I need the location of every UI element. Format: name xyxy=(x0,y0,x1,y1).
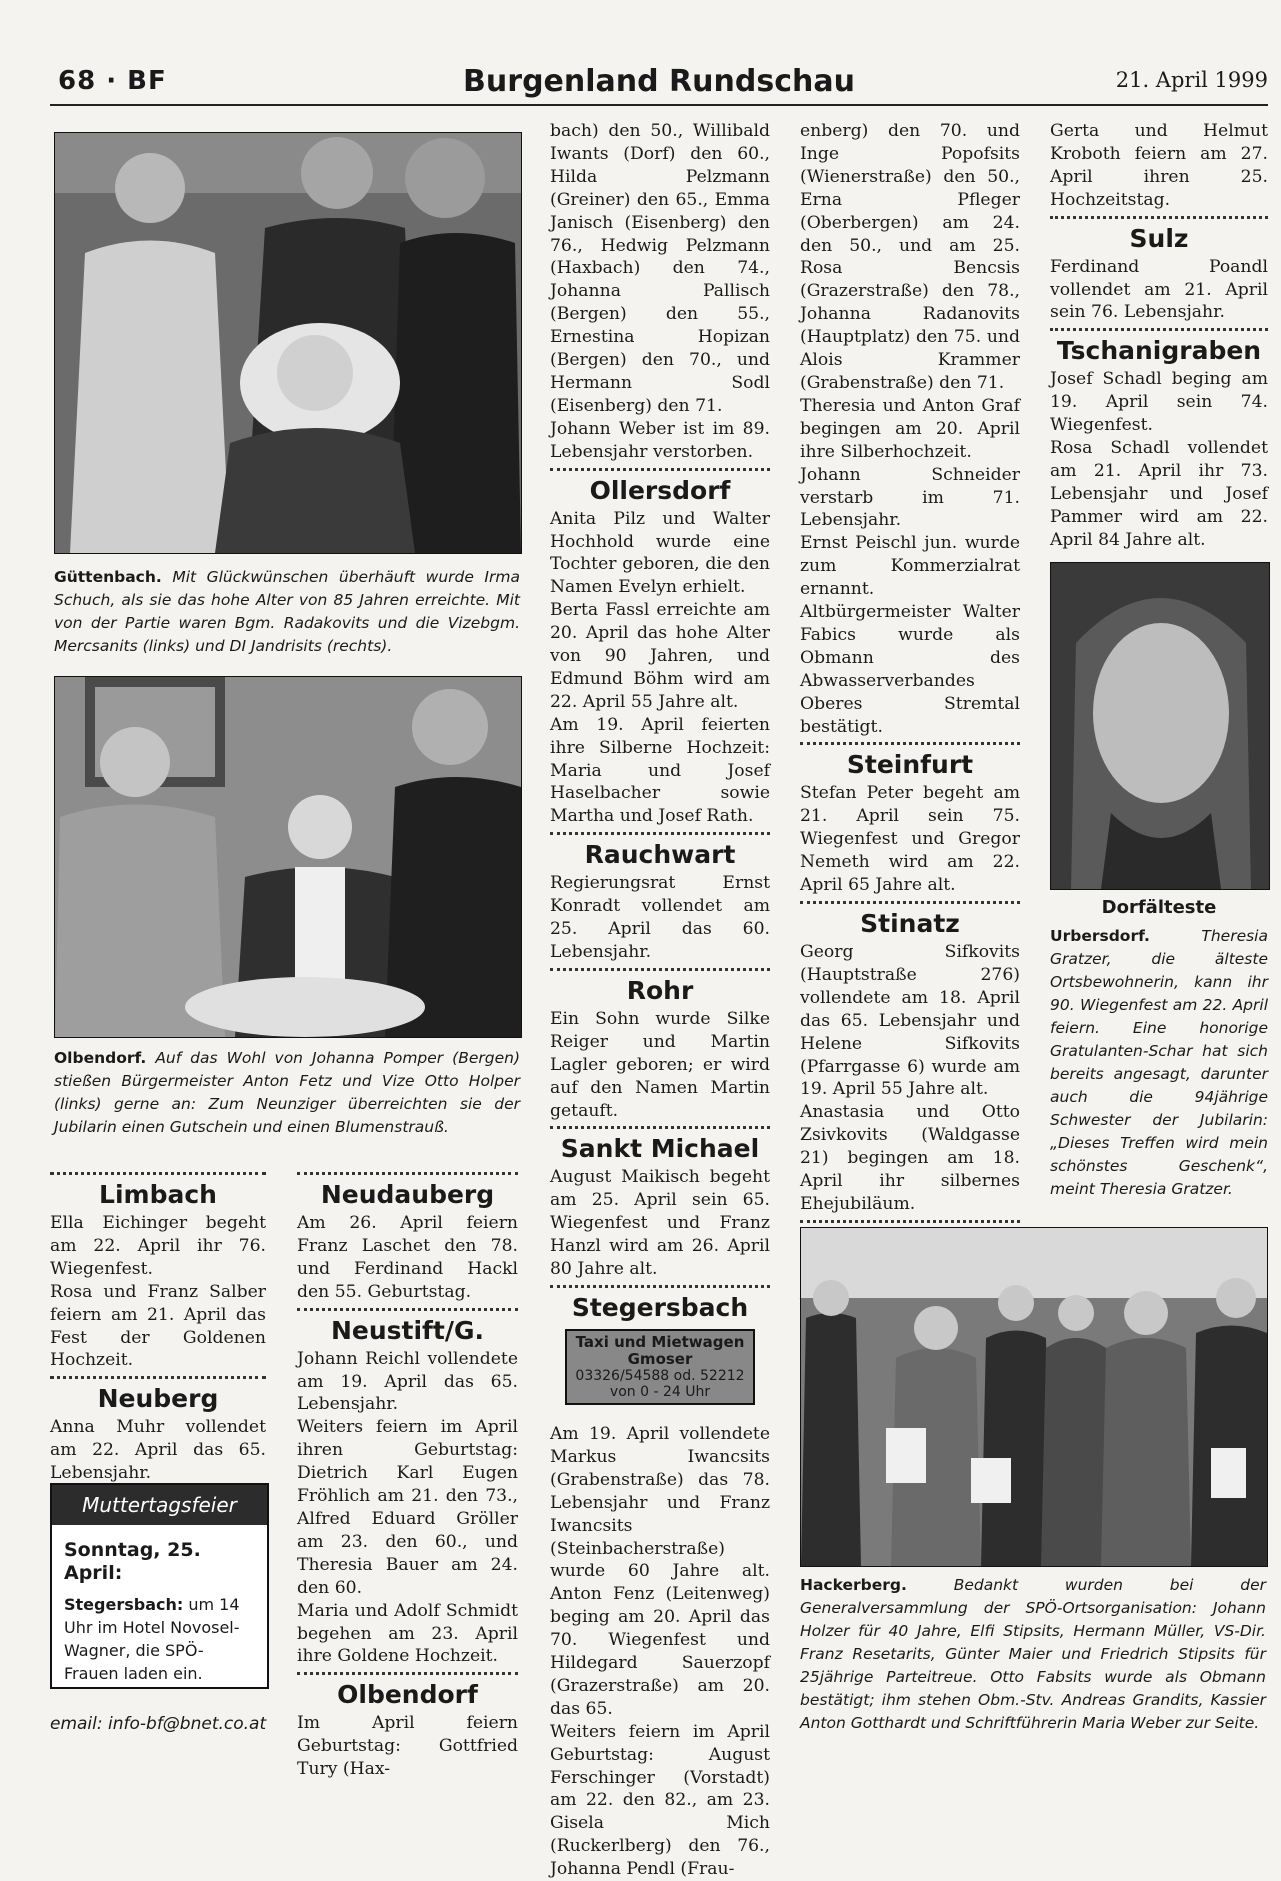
column-5 xyxy=(1050,120,1268,552)
limbach-text-1: Ella Eichinger begeht am 22. April ihr 76. Wiegenfest. xyxy=(50,1213,266,1279)
dotted-divider xyxy=(50,1172,266,1175)
neustift-text-1: Johann Reichl vollendete am 19. April das 65. Lebensjahr. xyxy=(297,1348,518,1415)
photo-guettenbach xyxy=(54,132,522,554)
heading-ollersdorf: Ollersdorf xyxy=(589,475,731,505)
heading-tschanigraben: Tschanigraben xyxy=(1056,336,1262,366)
photo-hackerberg xyxy=(800,1227,1268,1567)
dotted-divider xyxy=(550,468,770,471)
stinatz-text-2: Anastasia und Otto Zsivkovits (Waldgasse 21) begingen am 18. April ihr silbernes Ehejubiläum. xyxy=(800,1102,1020,1214)
col4-text-5: Altbürgermeister Walter Fabics wurde als Obmann des Abwasserverbandes Oberes Stremtal bestätigt. xyxy=(800,602,1020,737)
dotted-divider xyxy=(550,1285,770,1288)
column-4 xyxy=(800,120,1020,1329)
sankt-michael-text-1: August Maikisch begeht am 25. April sein 65. Wiegenfest und Franz Hanzl wird am 26. April 80 Jahre alt. xyxy=(550,1167,770,1280)
heading-rohr: Rohr xyxy=(626,975,694,1005)
heading-sankt-michael: Sankt Michael xyxy=(560,1134,760,1164)
muttertagsfeier-box xyxy=(50,1483,269,1689)
photo-olbendorf xyxy=(54,676,522,1038)
muttertagsfeier-date: Sonntag, 25. April: xyxy=(64,1539,201,1584)
ollersdorf-text-1: Anita Pilz und Walter Hochhold wurde eine Tochter geboren, die den Namen Evelyn erhielt. xyxy=(550,508,770,598)
taxi-ad-name: Taxi und Mietwagen Gmoser xyxy=(575,1332,745,1368)
caption-olbendorf: Olbendorf. Auf das Wohl von Johanna Pomper (Bergen) stießen Bürgermeister Anton Fetz und Vize Otto Holper (links) gerne an: Zum Neunziger überreichten sie der Jubilarin einen Gutschein und einen Blumenstrauß. xyxy=(54,1049,520,1136)
taxi-ad-hours: von 0 - 24 Uhr xyxy=(609,1383,711,1400)
heading-neustift: Neustift/G. xyxy=(330,1315,485,1345)
photo-urbersdorf xyxy=(1050,562,1270,890)
column-3 xyxy=(550,120,770,1881)
neustift-text-3: Maria und Adolf Schmidt begehen am 23. April ihre Goldene Hochzeit. xyxy=(297,1600,518,1667)
heading-limbach: Limbach xyxy=(99,1180,217,1209)
sulz-text-1: Ferdinand Poandl vollendet am 21. April sein 76. Lebensjahr. xyxy=(1050,256,1268,323)
dotted-divider xyxy=(50,1376,266,1379)
dotted-divider xyxy=(550,968,770,971)
muttertagsfeier-title: Muttertagsfeier xyxy=(52,1485,267,1525)
taxi-ad xyxy=(565,1329,755,1405)
page-number: 68 · BF xyxy=(58,66,167,96)
rauchwart-text-1: Regierungsrat Ernst Konradt vollendet am 25. April das 60. Lebensjahr. xyxy=(550,873,770,962)
issue-date: 21. April 1999 xyxy=(1115,68,1268,92)
email-address[interactable]: email: info-bf@bnet.co.at xyxy=(50,1714,267,1734)
newspaper-title: Burgenland Rundschau xyxy=(463,64,855,99)
col3-continued-2: Johann Weber ist im 89. Lebensjahr verstorben. xyxy=(550,418,770,462)
caption-guettenbach: Güttenbach. Mit Glückwünschen überhäuft wurde Irma Schuch, als sie das hohe Alter von 85 Jahren erreichte. Mit von der Partie waren Bgm. Radakovits und die Vizebgm. Mercsanits (links) und DI Jandrisits (rechts). xyxy=(54,568,520,655)
rohr-text-1: Ein Sohn wurde Silke Reiger und Martin Lagler geboren; er wird auf den Namen Martin getauft. xyxy=(550,1008,770,1121)
neudauberg-text-1: Am 26. April feiern Franz Laschet den 78. und Ferdinand Hackl den 55. Geburtstag. xyxy=(297,1213,518,1302)
col4-text-3: Johann Schneider verstarb im 71. Lebensjahr. xyxy=(800,464,1020,531)
ollersdorf-text-2: Berta Fassl erreichte am 20. April das hohe Alter von 90 Jahren, und Edmund Böhm wird am 22. April 55 Jahre alt. xyxy=(550,600,770,712)
dotted-divider xyxy=(1050,216,1268,219)
caption-urbersdorf: Dorfälteste Urbersdorf. Theresia Gratzer, die älteste Ortsbewohnerin, kann ihr 90. Wiegenfest am 22. April feiern. Eine honorige Gratulanten-Schar hat sich bereits angesagt, darunter auch die 94jährige Schwester der Jubilarin: „Dieses Treffen wird mein schönstes Geschenk“, meint Theresia Gratzer. xyxy=(1050,897,1268,1198)
column-1 xyxy=(50,1168,266,1485)
dotted-divider xyxy=(297,1308,518,1311)
dotted-divider xyxy=(297,1672,518,1675)
heading-rauchwart: Rauchwart xyxy=(584,840,736,870)
column-2 xyxy=(297,1168,518,1781)
limbach-text-2: Rosa und Franz Salber feiern am 21. April das Fest der Goldenen Hochzeit. xyxy=(50,1281,266,1371)
photo-urbersdorf-image xyxy=(1051,563,1269,889)
heading-neudauberg: Neudauberg xyxy=(320,1180,495,1209)
dotted-divider xyxy=(297,1172,518,1175)
col4-text-2: Theresia und Anton Graf begingen am 20. April ihre Silberhochzeit. xyxy=(800,395,1020,462)
dotted-divider xyxy=(1050,328,1268,331)
dotted-divider xyxy=(800,901,1020,904)
olbendorf-text-1: Im April feiern Geburtstag: Gottfried Tury (Hax- xyxy=(297,1713,518,1780)
col4-text-4: Ernst Peischl jun. wurde zum Kommerzialrat ernannt. xyxy=(800,533,1020,600)
heading-olbendorf: Olbendorf xyxy=(337,1680,478,1710)
dotted-divider xyxy=(800,1220,1020,1223)
dotted-divider xyxy=(550,832,770,835)
col3-continued: bach) den 50., Willibald Iwants (Dorf) den 60., Hilda Pelzmann (Greiner) den 65., Emma Janisch (Eisenberg) den 76., Hedwig Pelzmann (Haxbach) den 74., Johanna Pallisch (Bergen) den 55., Ernestina Hopizan (Bergen) den 70., und Hermann Sodl (Eisenberg) den 71. xyxy=(550,121,770,416)
photo-olbendorf-image xyxy=(55,677,521,1037)
col4-continued: enberg) den 70. und Inge Popofsits (Wienerstraße) den 50., Erna Pfleger (Oberbergen) am 24. den 50., und am 25. Rosa Bencsis (Grazerstraße) den 78., Johanna Radanovits (Hauptplatz) den 75. und Alois Krammer (Grabenstraße) den 71. xyxy=(800,121,1020,393)
ollersdorf-text-3: Am 19. April feierten ihre Silberne Hochzeit: Maria und Josef Haselbacher sowie Martha und Josef Rath. xyxy=(550,714,770,827)
heading-steinfurt: Steinfurt xyxy=(846,750,974,780)
tschanigraben-text-2: Rosa Schadl vollendet am 21. April ihr 73. Lebensjahr und Josef Pammer wird am 22. April 84 Jahre alt. xyxy=(1050,438,1268,550)
caption-hackerberg: Hackerberg. Bedankt wurden bei der Generalversammlung der SPÖ-Ortsorganisation: Johann Holzer für 40 Jahre, Elfi Stipsits, Hermann Müller, VS-Dir. Franz Resetarits, Günter Maier und Friedrich Stipsits für 25jährige Parteitreue. Otto Fabsits wurde als Obmann bestätigt; ihm stehen Obm.-Stv. Andreas Grandits, Kassier Anton Gotthardt und Schriftführerin Maria Weber zur Seite. xyxy=(800,1576,1266,1732)
dotted-divider xyxy=(800,742,1020,745)
muttertagsfeier-place: Stegersbach: xyxy=(64,1595,184,1614)
page-header xyxy=(50,60,1268,106)
dotted-divider xyxy=(550,1126,770,1129)
stegersbach-text-2: Weiters feiern im April Geburtstag: August Ferschinger (Vorstadt) am 22. den 82., am 23. Gisela Mich (Ruckerlberg) den 76., Johanna Pendl (Frau- xyxy=(550,1721,770,1880)
taxi-ad-phone: 03326/54588 od. 52212 xyxy=(575,1367,745,1384)
heading-neuberg: Neuberg xyxy=(97,1384,219,1414)
muttertagsfeier-body xyxy=(52,1525,267,1695)
photo-guettenbach-image xyxy=(55,133,521,553)
heading-sulz: Sulz xyxy=(1129,223,1189,253)
caption-urbersdorf-heading: Dorfälteste xyxy=(1101,897,1217,918)
col5-continued: Gerta und Helmut Kroboth feiern am 27. April ihren 25. Hochzeitstag. xyxy=(1050,121,1268,210)
tschanigraben-text-1: Josef Schadl beging am 19. April sein 74. Wiegenfest. xyxy=(1050,369,1268,436)
heading-stinatz: Stinatz xyxy=(860,909,960,938)
neuberg-text-1: Anna Muhr vollendet am 22. April das 65. Lebensjahr. xyxy=(50,1417,266,1484)
muttertagsfeier-text: um 14 Uhr im Hotel Novosel-Wagner, die SPÖ-Frauen laden ein. xyxy=(64,1595,240,1683)
stinatz-text-1: Georg Sifkovits (Hauptstraße 276) vollendete am 18. April das 65. Lebensjahr und Helene Sifkovits (Pfarrgasse 6) wurde am 19. April 55 Jahre alt. xyxy=(800,942,1020,1100)
stegersbach-text-1: Am 19. April vollendete Markus Iwancsits (Grabenstraße) das 78. Lebensjahr und Franz Iwancsits (Steinbacherstraße) wurde 60 Jahre alt. Anton Fenz (Leitenweg) beging am 20. April das 70. Wiegenfest und Hildegard Sauerzopf (Grazerstraße) am 20. das 65. xyxy=(550,1423,770,1719)
steinfurt-text-1: Stefan Peter begeht am 21. April sein 75. Wiegenfest und Gregor Nemeth wird am 22. April 65 Jahre alt. xyxy=(800,783,1020,896)
heading-stegersbach: Stegersbach xyxy=(571,1292,749,1322)
neustift-text-2: Weiters feiern im April ihren Geburtstag: Dietrich Karl Eugen Fröhlich am 21. den 73., Alfred Eduard Gröller am 23. den 60., und Theresia Bauer am 24. den 60. xyxy=(297,1417,518,1598)
photo-hackerberg-image xyxy=(801,1228,1267,1566)
